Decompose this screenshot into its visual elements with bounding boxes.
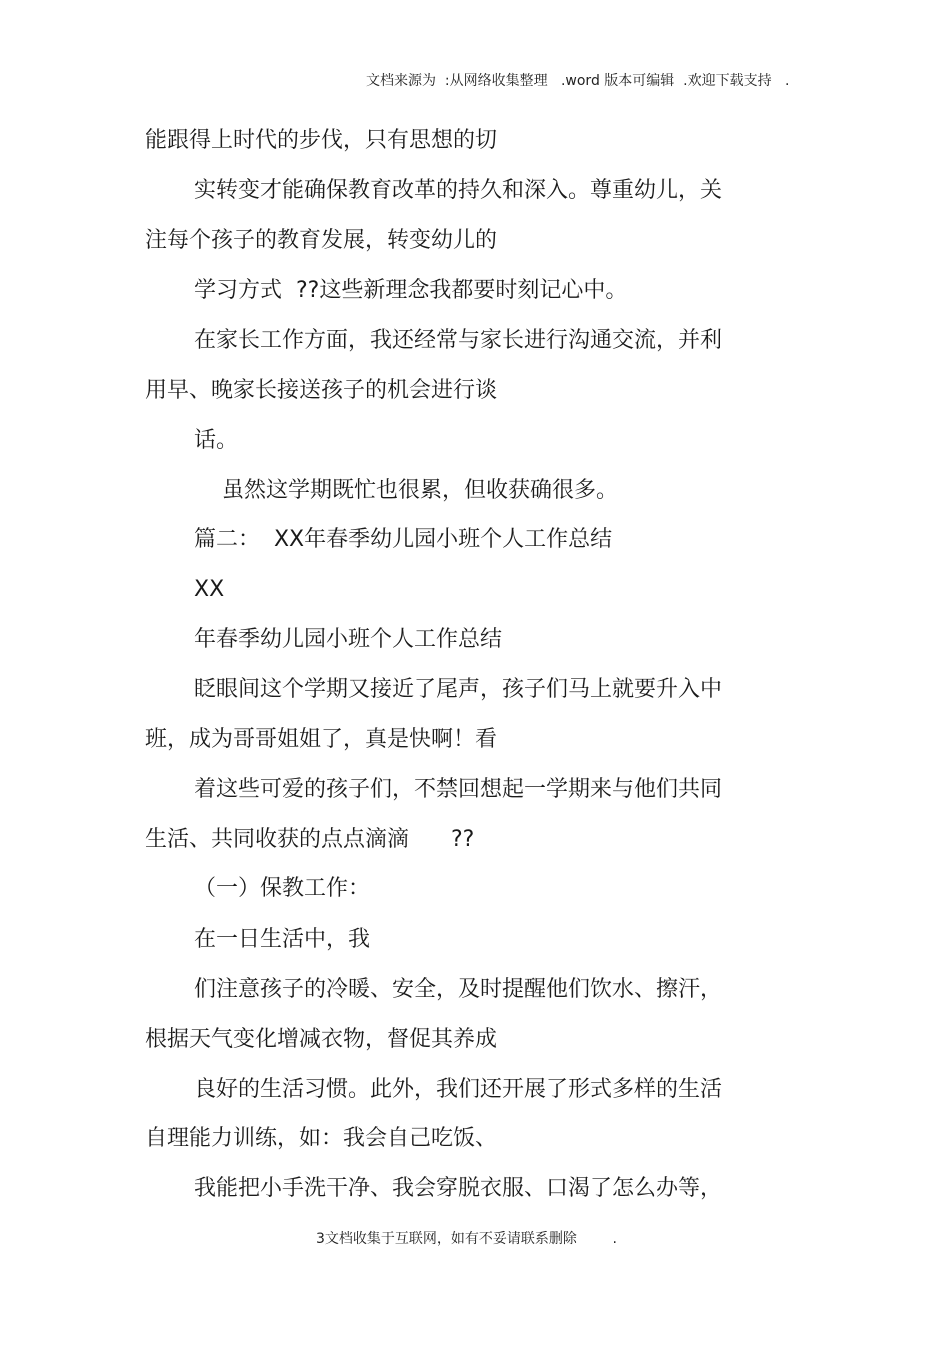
paragraph-line: 话。	[194, 428, 239, 453]
paragraph-line: 能跟得上时代的步伐，只有思想的切	[145, 128, 498, 153]
page-footer: 3文档收集于互联网，如有不妥请联系删除 .	[316, 1231, 617, 1247]
paragraph-line: XX	[194, 577, 225, 602]
paragraph-line: 生活、共同收获的点点滴滴 ??	[145, 827, 475, 852]
paragraph-line: 用早、晚家长接送孩子的机会进行谈	[145, 378, 498, 403]
paragraph-line: 虽然这学期既忙也很累，但收获确很多。	[222, 478, 619, 503]
paragraph-line: 我能把小手洗干净、我会穿脱衣服、口渴了怎么办等，	[194, 1176, 723, 1201]
paragraph-line: 年春季幼儿园小班个人工作总结	[194, 627, 503, 652]
section-heading: 篇二： XX年春季幼儿园小班个人工作总结	[194, 527, 613, 552]
paragraph-line: 眨眼间这个学期又接近了尾声，孩子们马上就要升入中	[194, 677, 723, 702]
paragraph-line: 着这些可爱的孩子们，不禁回想起一学期来与他们共同	[194, 777, 723, 802]
paragraph-line: 在家长工作方面，我还经常与家长进行沟通交流，并利	[194, 328, 723, 353]
paragraph-line: 根据天气变化增减衣物，督促其养成	[145, 1027, 498, 1052]
paragraph-line: 自理能力训练，如：我会自己吃饭、	[145, 1126, 498, 1151]
paragraph-line: 学习方式 ??这些新理念我都要时刻记心中。	[194, 278, 628, 303]
paragraph-line: 实转变才能确保教育改革的持久和深入。尊重幼儿，关	[194, 178, 723, 203]
paragraph-line: 良好的生活习惯。此外，我们还开展了形式多样的生活	[194, 1077, 723, 1102]
paragraph-line: 注每个孩子的教育发展，转变幼儿的	[145, 228, 498, 253]
paragraph-line: 们注意孩子的冷暖、安全，及时提醒他们饮水、擦汗，	[194, 977, 723, 1002]
subsection-heading: （一）保教工作：	[194, 876, 371, 901]
paragraph-line: 在一日生活中，我	[194, 927, 371, 952]
page-header: 文档来源为 :从网络收集整理 .word 版本可编辑 .欢迎下载支持 .	[366, 73, 790, 89]
paragraph-line: 班，成为哥哥姐姐了，真是快啊！看	[145, 727, 498, 752]
